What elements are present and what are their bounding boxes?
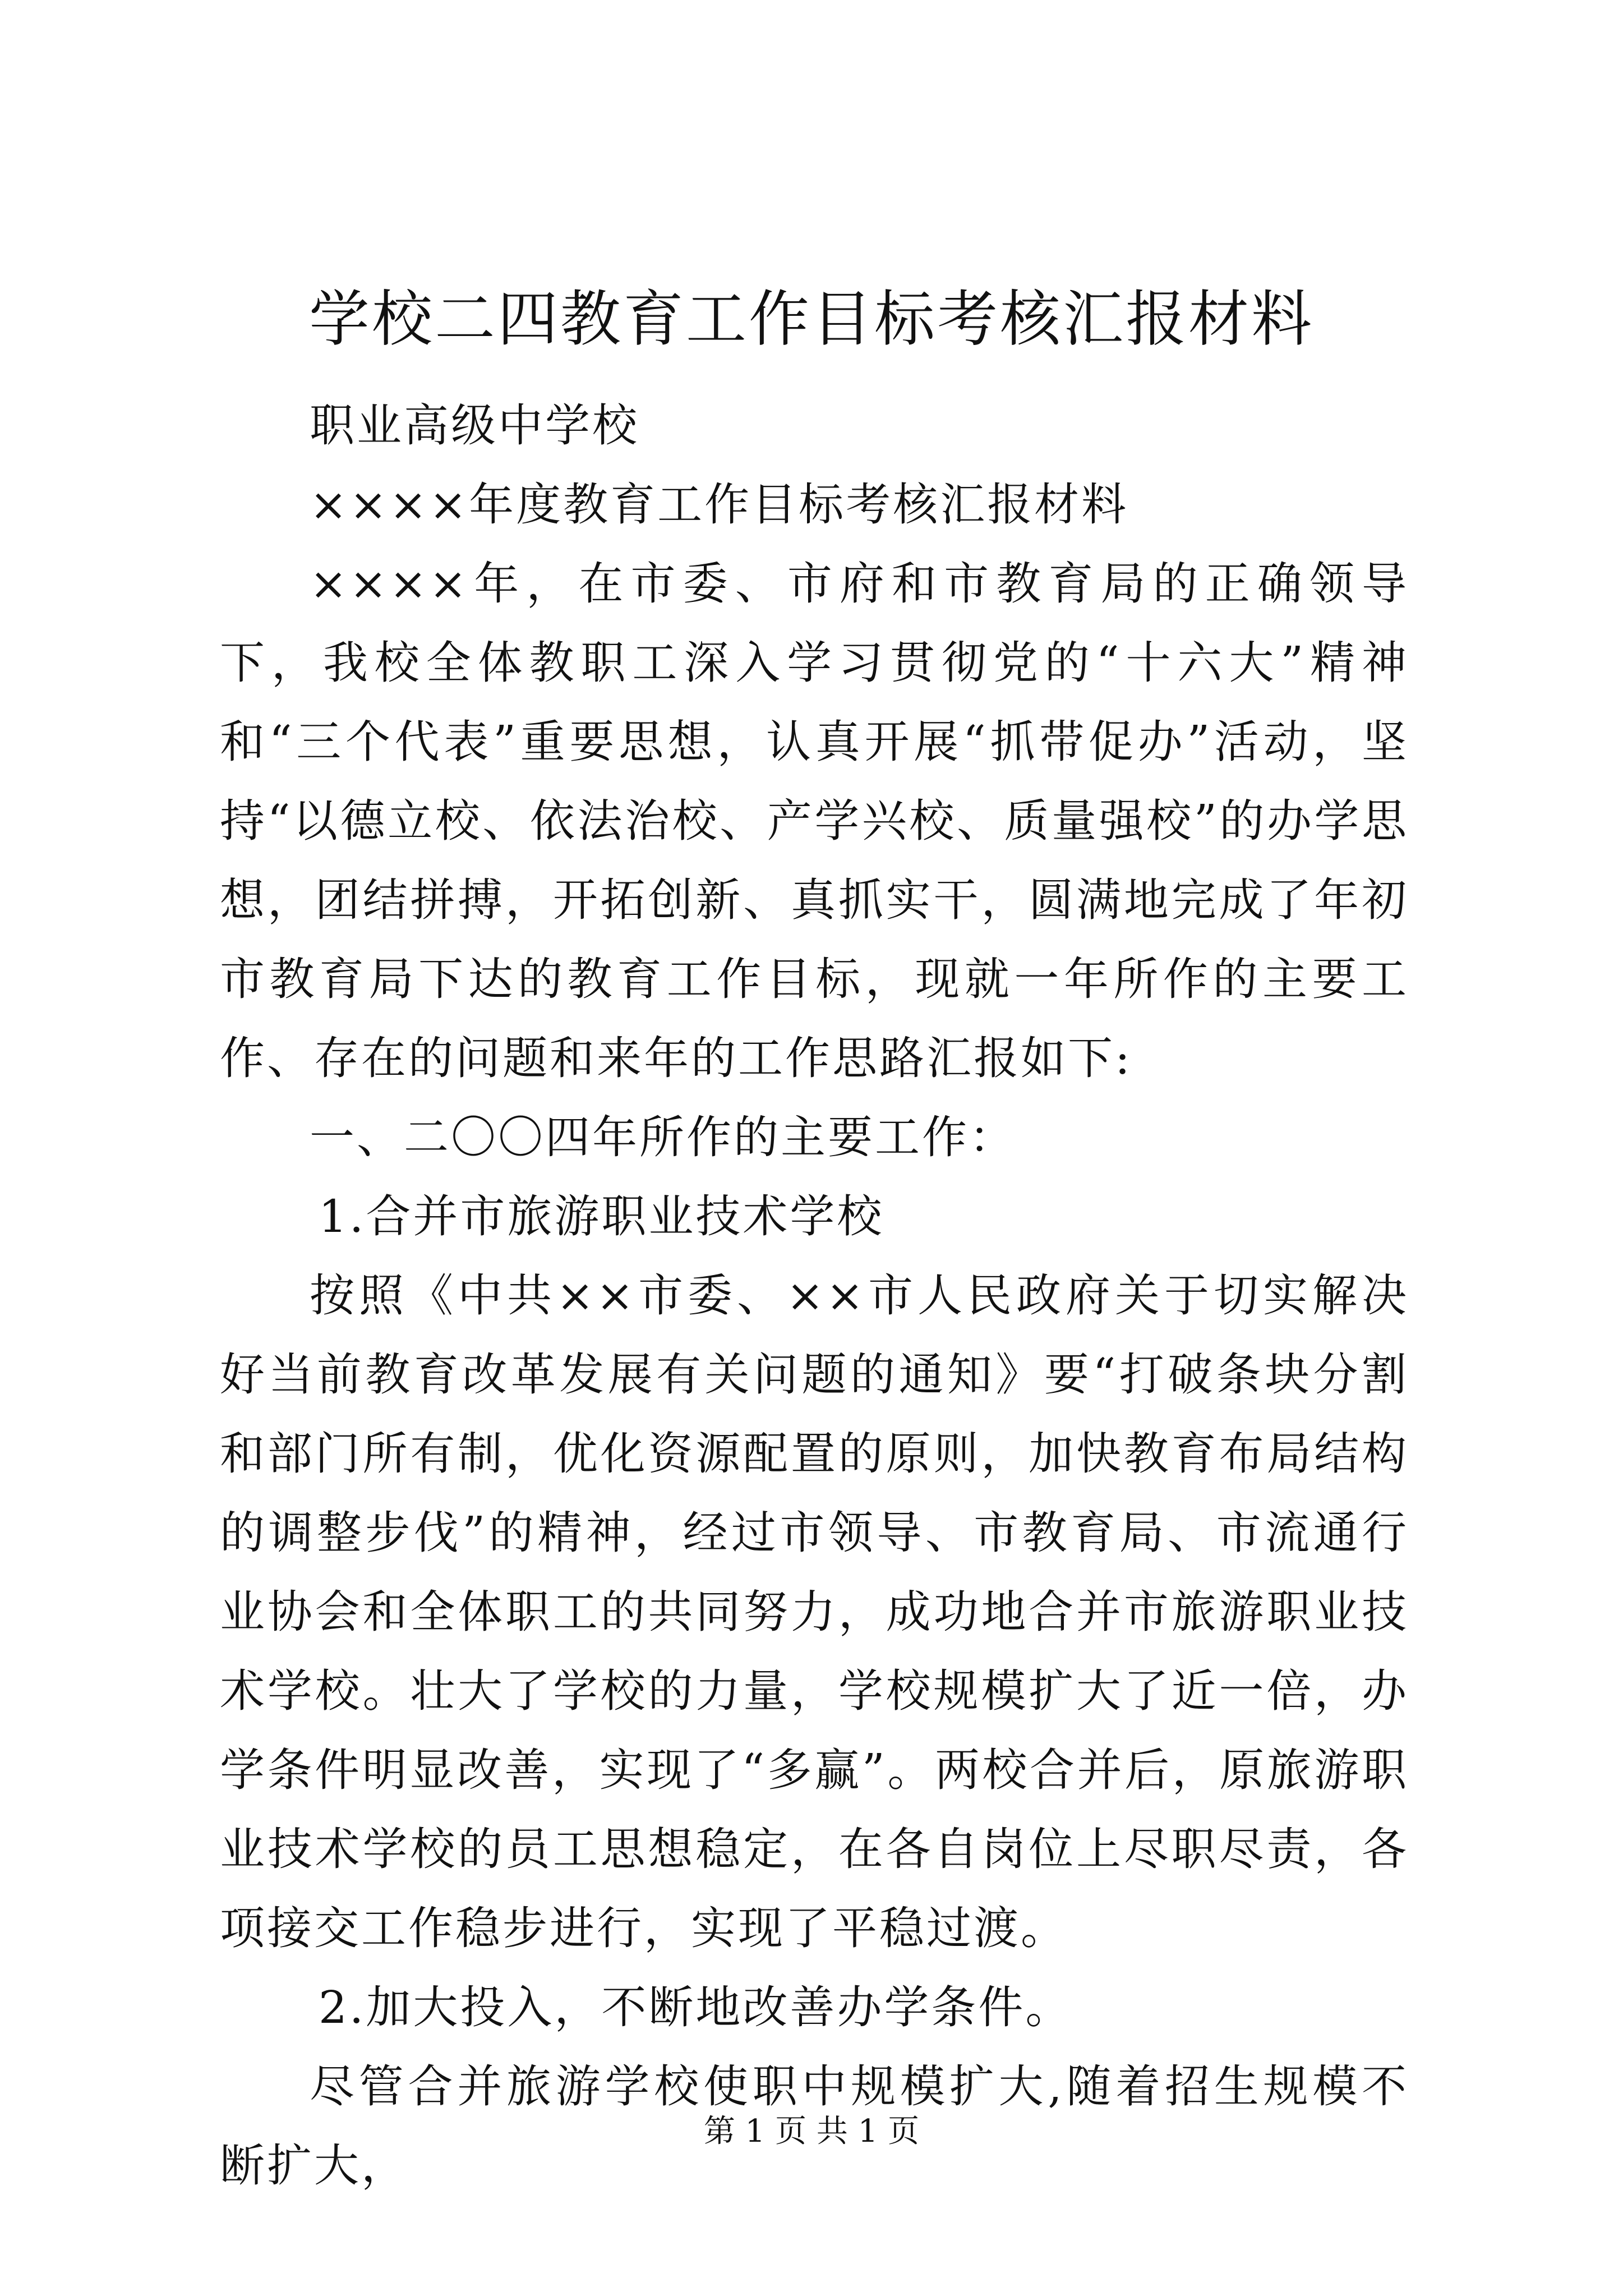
section-heading: 一、二〇〇四年所作的主要工作： — [310, 1111, 1016, 1163]
document-title: 学校二四教育工作目标考核汇报材料 — [308, 284, 1314, 355]
document-body — [220, 386, 1409, 2205]
report-subtitle-line: ××××年度教育工作目标考核汇报材料 — [310, 478, 1129, 531]
item-paragraph-1: 按照《中共××市委、××市人民政府关于切实解决好当前教育改革发展有关问题的通知》要“打破条块分割和部门所有制，优化资源配置的原则，加快教育布局结构的调整步伐”的精神，经过市领导、市教育局、市流通行业协会和全体职工的共同努力，成功地合并市旅游职业技术学校。壮大了学校的力量，学校规模扩大了近一倍，办学条件明显改善，实现了“多赢”。两校合并后，原旅游职业技术学校的员工思想稳定，在各自岗位上尽职尽责，各项接交工作稳步进行，实现了平稳过渡。 — [220, 1269, 1409, 1954]
school-name-line: 职业高级中学校 — [310, 399, 639, 452]
page-number-footer: 第 1 页 共 1 页 — [703, 2113, 920, 2150]
item-heading-2: 2.加大投入，不断地改善办学条件。 — [319, 1981, 1073, 2033]
item-paragraph-2: 尽管合并旅游学校使职中规模扩大,随着招生规模不断扩大， — [220, 2060, 1409, 2192]
intro-paragraph: ××××年，在市委、市府和市教育局的正确领导下，我校全体教职工深入学习贯彻党的“十六大”精神和“三个代表”重要思想，认真开展“抓带促办”活动，坚持“以德立校、依法治校、产学兴校、质量强校”的办学思想，团结拼搏，开拓创新、真抓实干，圆满地完成了年初市教育局下达的教育工作目标，现就一年所作的主要工作、存在的问题和来年的工作思路汇报如下: — [220, 558, 1409, 1084]
item-heading-1: 1.合并市旅游职业技术学校 — [319, 1190, 884, 1243]
